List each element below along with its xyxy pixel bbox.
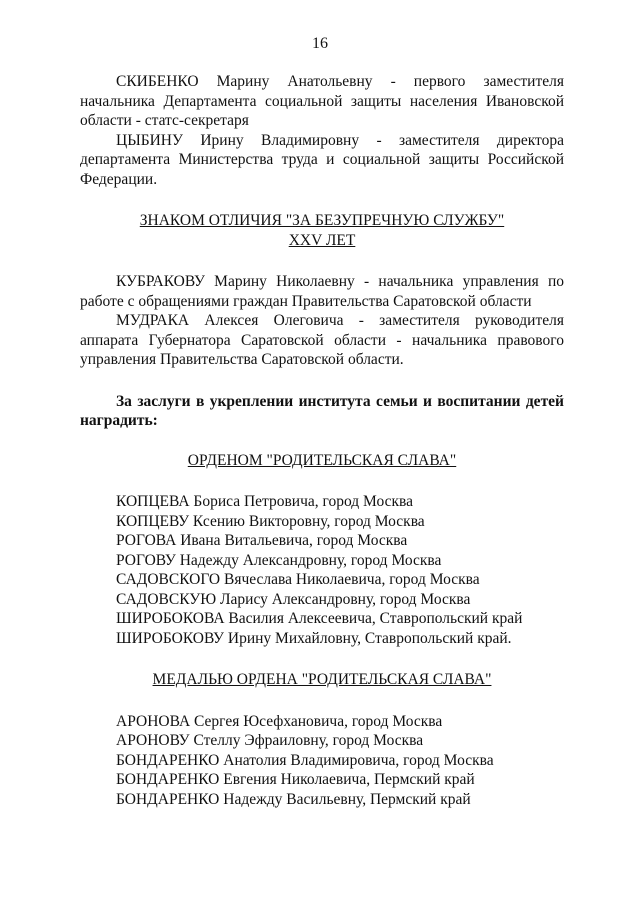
list-item: ШИРОБОКОВУ Ирину Михайловну, Ставропольский край. [116, 629, 512, 647]
award-paragraph: МУДРАКА Алексея Олеговича - заместителя руководителя аппарата Губернатора Саратовской области - начальника правового управления Правительства Саратовской области. [80, 312, 564, 368]
section-heading-xxv: ЗНАКОМ ОТЛИЧИЯ "ЗА БЕЗУПРЕЧНУЮ СЛУЖБУ" [139, 212, 505, 229]
award-paragraph: КУБРАКОВУ Марину Николаевну - начальника управления по работе с обращениями граждан Правительства Саратовской области [80, 273, 564, 310]
list-item: КОПЦЕВУ Ксению Викторовну, город Москва [116, 512, 425, 530]
list-item: РОГОВУ Надежду Александровну, город Москва [116, 551, 442, 569]
document-content [80, 72, 564, 809]
list-item: КОПЦЕВА Бориса Петровича, город Москва [116, 493, 413, 510]
section-heading-order: ОРДЕНОМ "РОДИТЕЛЬСКАЯ СЛАВА" [187, 451, 457, 469]
section-heading-medal: МЕДАЛЬЮ ОРДЕНА "РОДИТЕЛЬСКАЯ СЛАВА" [152, 671, 492, 688]
list-item: БОНДАРЕНКО Евгения Николаевича, Пермский край [116, 771, 475, 788]
award-paragraph: СКИБЕНКО Марину Анатольевну - первого заместителя начальника Департамента социальной защиты населения Ивановской области - статс-секретаря [80, 73, 564, 129]
list-item: РОГОВА Ивана Витальевича, город Москва [116, 532, 408, 549]
award-intro: За заслуги в укреплении института семьи и воспитании детей наградить: [80, 392, 564, 429]
list-item: САДОВСКУЮ Ларису Александровну, город Москва [116, 590, 471, 608]
list-item: ШИРОБОКОВА Василия Алексеевича, Ставропольский край [116, 610, 523, 627]
section-heading-xxv-line2: XXV ЛЕТ [288, 231, 356, 249]
list-item: БОНДАРЕНКО Анатолия Владимировича, город Москва [116, 751, 494, 769]
page-number: 16 [312, 35, 328, 52]
list-item: САДОВСКОГО Вячеслава Николаевича, город Москва [116, 571, 480, 588]
list-item: АРОНОВУ Стеллу Эфраиловну, город Москва [116, 732, 424, 749]
list-item: АРОНОВА Сергея Юсефхановича, город Москва [116, 712, 443, 730]
list-item: БОНДАРЕНКО Надежду Васильевну, Пермский край [116, 790, 471, 808]
award-paragraph: ЦЫБИНУ Ирину Владимировну - заместителя директора департамента Министерства труда и социальной защиты Российской Федерации. [80, 131, 564, 188]
